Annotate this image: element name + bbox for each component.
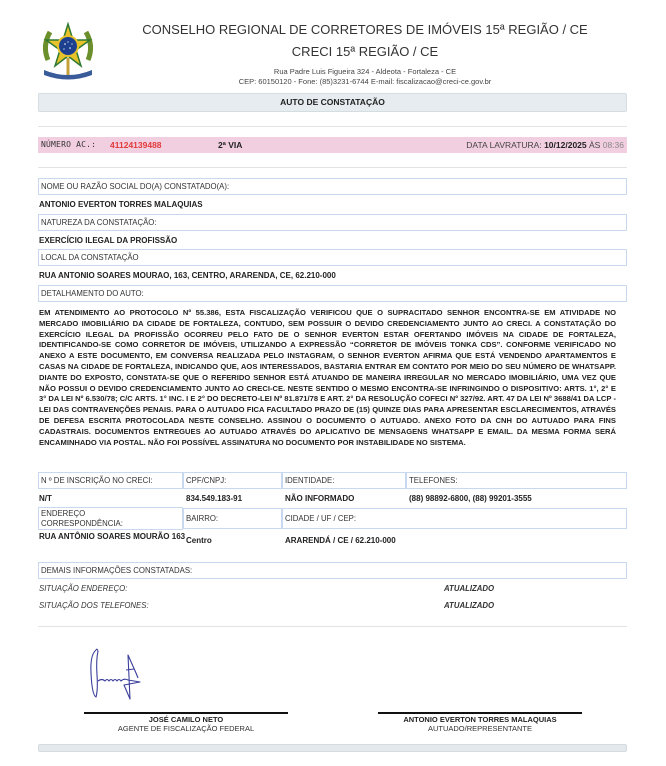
date-value: 10/12/2025 (544, 140, 587, 150)
address-line-2: CEP: 60150120 - Fone: (85)3231-6744 E-mail: fiscalizacao@creci-ce.gov.br (238, 76, 492, 86)
detail-label-box (38, 285, 627, 302)
location-label-box (38, 249, 627, 266)
autuado-name: ANTONIO EVERTON TORRES MALAQUIAS (403, 715, 557, 724)
agent-signature-line (84, 712, 288, 714)
council-name: CONSELHO REGIONAL DE CORRETORES DE IMÓVEIS 15ª REGIÃO / CE (142, 22, 588, 37)
neighborhood-label: BAIRRO: (186, 514, 219, 523)
other-info-label-box (38, 562, 627, 579)
neighborhood-value: Centro (186, 536, 212, 545)
nature-label-box (38, 214, 627, 231)
nature-value: EXERCÍCIO ILEGAL DA PROFISSÃO (39, 236, 178, 245)
nature-label: NATUREZA DA CONSTATAÇÃO: (41, 218, 157, 227)
location-label: LOCAL DA CONSTATAÇÃO (41, 253, 139, 262)
address-status-label: SITUAÇÃO ENDEREÇO: (39, 584, 128, 593)
mailing-address-label-box (38, 507, 183, 530)
time-value: 08:36 (602, 140, 624, 150)
phones-value: (88) 98892-6800, (88) 99201-3555 (409, 494, 532, 503)
divider (38, 126, 627, 127)
cpf-value: 834.549.183-91 (186, 494, 243, 503)
date-label: DATA LAVRATURA: (466, 140, 542, 150)
agent-role: AGENTE DE FISCALIZAÇÃO FEDERAL (117, 724, 255, 733)
creci-registration-value: N/T (39, 494, 52, 503)
city-label-box (282, 508, 627, 529)
council-address (100, 67, 630, 86)
document-title: AUTO DE CONSTATAÇÃO (38, 93, 627, 112)
divider (38, 626, 627, 627)
detail-text: EM ATENDIMENTO AO PROTOCOLO Nº 55.386, ESTA FISCALIZAÇÃO VERIFICOU QUE O SUPRACITADO SENHOR ENCONTRA-SE EM ATIVIDADE NO MERCADO IMOBILIÁRIO DA CIDADE DE FORTALEZA, CONTUDO, SEM POSSUIR O DEVIDO CREDENCIAMENTO JUNTO AO CRECI. A CONSTATAÇÃO DO EXERCÍCIO ILEGAL DA PROFISSÃO OCORREU PELO FATO DE O SENHOR EVERTON ESTAR OFERTANDO IMÓVEIS NA CIDADE DE FORTALEZA, IDENTIFICANDO-SE COMO CORRETOR DE IMÓVEIS, UTILIZANDO A EXPRESSÃO “CORRETOR DE IMÓVEIS TONKA CDS”. CONFORME VERIFICADO NO ANEXO A ESTE DOCUMENTO, EM CONVERSA REALIZADA PELO INSTAGRAM, O SENHOR EVERTON AFIRMA QUE ESTÁ VENDENDO APARTAMENTOS E CASAS NA CIDADE DE FORTALEZA, INDICANDO QUE, AOS INTERESSADOS, BASTARIA ENTRAR EM CONTATO POR MEIO DO SEU NÚMERO DE WHATSAPP. DIANTE DO EXPOSTO, CONSTATA-SE QUE O REFERIDO SENHOR ESTÁ ATUANDO DE MANEIRA IRREGULAR NO MERCADO IMOBILIÁRIO, UMA VEZ QUE NÃO POSSUI O DEVIDO CREDENCIAMENTO JUNTO AO CRECI-CE. NESTE SENTIDO O MESMO ENCONTRA-SE INFRINGINDO O DISPOSITIVO: ARTS. 1°, 2° E 3° DA LEI Nº 6.530/78; C/C ARTS. 1° INC. I E 2° DO DECRETO-LEI Nº 81.871/78 E ART. 2° DA RESOLUÇÃO COFECI Nº 327/92. ART. 47 DA LEI Nº 3688/41 DA LCP - LEI DAS CONTRAVENÇÕES PENAIS. PARA O AUTUADO FICA FACULTADO PRAZO DE (15) QUINZE DIAS PARA APRESENTAR ESCLARECIMENTOS, ATRAVÉS DE DEFESA ESCRITA PROTOCOLADA NESTE CONSELHO. ASSINOU O DOCUMENTO O AUTUADO. ANEXO FOTO DA CNH DO AUTUADO PARA FINS CADASTRAIS. DOCUMENTOS ENTREGUES AO AUTUADO ATRAVÉS DO APLICATIVO DE MENSAGENS WHATSAPP E EMAIL. DA MESMA FORMA SERÁ ENCAMINHADO VIA POSTAL. NÃO FOI POSSÍVEL ASSINATURA NO DOCUMENTO POR INSTABILIDADE NO SISTEMA. (39, 308, 616, 447)
other-info-label: DEMAIS INFORMAÇÕES CONSTATADAS: (41, 566, 193, 575)
phones-label-box (406, 472, 627, 489)
number-bar (38, 137, 627, 153)
creci-registration-label-box (38, 472, 183, 489)
agent-name: JOSÉ CAMILO NETO (148, 715, 224, 724)
city-value: ARARENDÁ / CE / 62.210-000 (285, 536, 396, 545)
autuado-signature-line (378, 712, 582, 714)
city-label: CIDADE / UF / CEP: (285, 514, 357, 523)
number-label: NÚMERO AC.: (41, 140, 97, 149)
time-separator: ÀS (589, 140, 601, 150)
location-value: RUA ANTONIO SOARES MOURAO, 163, CENTRO, ARARENDA, CE, 62.210-000 (39, 271, 336, 280)
autuado-role: AUTUADO/REPRESENTANTE (427, 724, 533, 733)
address-status-value: ATUALIZADO (444, 584, 495, 593)
name-value: ANTONIO EVERTON TORRES MALAQUIAS (39, 200, 203, 209)
cpf-label: CPF/CNPJ: (186, 476, 227, 485)
neighborhood-label-box (183, 508, 282, 529)
phone-status-value: ATUALIZADO (444, 601, 495, 610)
phone-status-label: SITUAÇÃO DOS TELEFONES: (39, 601, 149, 610)
auto-number: 41124139488 (110, 140, 162, 150)
cpf-label-box (183, 472, 282, 489)
identity-label-box (282, 472, 406, 489)
agent-signature (88, 645, 154, 700)
identity-value: NÃO INFORMADO (285, 494, 355, 503)
mailing-address-value: RUA ANTÔNIO SOARES MOURÃO 163 (39, 532, 186, 541)
via-badge: 2ª VIA (218, 140, 243, 150)
detail-label: DETALHAMENTO DO AUTO: (41, 289, 144, 298)
mailing-address-label: ENDEREÇO CORRESPONDÊNCIA: (41, 509, 123, 528)
identity-label: IDENTIDADE: (285, 476, 335, 485)
phones-label: TELEFONES: (409, 476, 458, 485)
name-label: NOME OU RAZÃO SOCIAL DO(A) CONSTATADO(A): (41, 182, 230, 191)
divider (38, 167, 627, 168)
creci-region: CRECI 15ª REGIÃO / CE (291, 44, 439, 59)
creci-registration-label: N º DE INSCRIÇÃO NO CRECI: (41, 476, 153, 485)
address-line-1: Rua Padre Luis Figueira 324 - Aldeota - Fortaleza - CE (273, 67, 457, 76)
issue-date (466, 137, 624, 153)
brazil-coat-of-arms-icon (38, 20, 98, 84)
name-label-box (38, 178, 627, 195)
footer-bar (38, 744, 627, 752)
